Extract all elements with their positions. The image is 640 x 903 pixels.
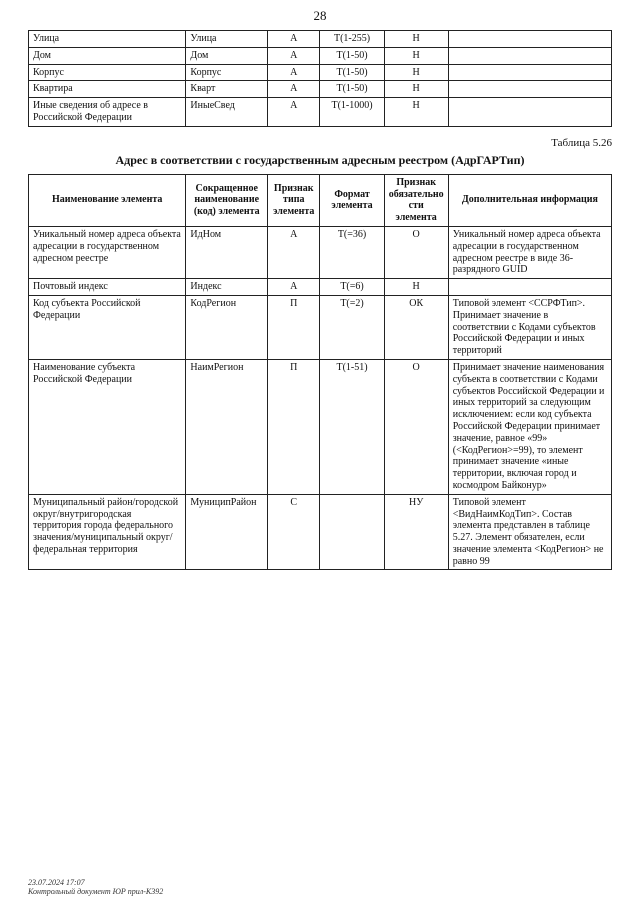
cell-info: Уникальный номер адреса объекта адресации в государственном адресном реестре в виде 36-разрядного GUID (448, 226, 611, 278)
cell-code: Индекс (186, 279, 268, 296)
cell-format: T(1-51) (320, 359, 384, 494)
cell-req: О (384, 226, 448, 278)
cell-code: НаимРегион (186, 359, 268, 494)
cell-name: Почтовый индекс (29, 279, 186, 296)
cell-info (448, 31, 611, 48)
cell-name: Корпус (29, 64, 186, 81)
cell-type: П (268, 359, 320, 494)
cell-name: Иные сведения об адресе в Российской Федерации (29, 98, 186, 127)
header-req: Признак обязательности элемента (384, 174, 448, 226)
cell-code: КодРегион (186, 295, 268, 359)
table-row (29, 226, 612, 278)
cell-name: Уникальный номер адреса объекта адресации в государственном адресном реестре (29, 226, 186, 278)
header-info: Дополнительная информация (448, 174, 611, 226)
header-code: Сокращенное наименование (код) элемента (186, 174, 268, 226)
cell-req: Н (384, 31, 448, 48)
cell-info (448, 64, 611, 81)
table-row (29, 31, 612, 48)
cell-info (448, 279, 611, 296)
footer-stamp-text: Контрольный документ ЮР прил-К392 (28, 887, 164, 897)
cell-code: Кварт (186, 81, 268, 98)
table-row (29, 98, 612, 127)
cell-format: T(=36) (320, 226, 384, 278)
table-title: Адрес в соответствии с государственным адресным реестром (АдрГАРТип) (115, 152, 525, 167)
cell-req: Н (384, 47, 448, 64)
cell-info (448, 47, 611, 64)
cell-format: T(1-255) (320, 31, 384, 48)
page-number: 28 (313, 8, 327, 23)
cell-type: С (268, 494, 320, 570)
cell-format: T(1-50) (320, 47, 384, 64)
cell-code: Корпус (186, 64, 268, 81)
cell-info: Типовой элемент <ВидНаимКодТип>. Состав элемента представлен в таблице 5.27. Элемент обязателен, если значение элемента <КодРегион> не равно 99 (448, 494, 611, 570)
cell-req: ОК (384, 295, 448, 359)
cell-info (448, 98, 611, 127)
table-row (29, 47, 612, 64)
table-row (29, 295, 612, 359)
table-row (29, 494, 612, 570)
cell-type: А (268, 226, 320, 278)
cell-name: Дом (29, 47, 186, 64)
table-row (29, 64, 612, 81)
cell-req: НУ (384, 494, 448, 570)
cell-code: Дом (186, 47, 268, 64)
cell-req: Н (384, 98, 448, 127)
content-block (28, 30, 612, 570)
table-row (29, 359, 612, 494)
cell-format: T(1-1000) (320, 98, 384, 127)
cell-name: Квартира (29, 81, 186, 98)
cell-format: T(1-50) (320, 64, 384, 81)
cell-name: Наименование субъекта Российской Федерации (29, 359, 186, 494)
footer-stamp (28, 878, 163, 897)
cell-type: А (268, 98, 320, 127)
cell-type: А (268, 31, 320, 48)
table-row (29, 279, 612, 296)
cell-code: ИныеСвед (186, 98, 268, 127)
address-table (28, 174, 612, 571)
table-number: Таблица 5.26 (551, 136, 612, 149)
cell-req: О (384, 359, 448, 494)
footer-date: 23.07.2024 17:07 (28, 877, 85, 887)
cell-type: А (268, 47, 320, 64)
header-name: Наименование элемента (29, 174, 186, 226)
cell-req: Н (384, 81, 448, 98)
cell-req: Н (384, 279, 448, 296)
cell-type: П (268, 295, 320, 359)
cell-code: ИдНом (186, 226, 268, 278)
cell-format: T(=2) (320, 295, 384, 359)
cell-code: МуниципРайон (186, 494, 268, 570)
cell-info (448, 81, 611, 98)
cell-format: T(=6) (320, 279, 384, 296)
cell-info: Принимает значение наименования субъекта в соответствии с Кодами субъектов Российской Федерации и иных территорий за следующим исключением: если код субъекта Российской Федерации принимает значение, равное «99» (<КодРегион>=99), то элемент принимает значение «иные территории, включая город и космодром Байконур» (448, 359, 611, 494)
header-type: Признак типа элемента (268, 174, 320, 226)
cell-name: Улица (29, 31, 186, 48)
cell-format (320, 494, 384, 570)
cell-req: Н (384, 64, 448, 81)
cell-name: Код субъекта Российской Федерации (29, 295, 186, 359)
cell-info: Типовой элемент <ССРФТип>. Принимает значение в соответствии с Кодами субъектов Российской Федерации и иных территорий (448, 295, 611, 359)
table-header-row (29, 174, 612, 226)
table-row (29, 81, 612, 98)
header-format: Формат элемента (320, 174, 384, 226)
cell-type: А (268, 81, 320, 98)
cell-name: Муниципальный район/городской округ/внутригородская территория города федерального значения/муниципальный округ/федеральная территория (29, 494, 186, 570)
prev-table (28, 30, 612, 127)
cell-code: Улица (186, 31, 268, 48)
cell-type: А (268, 279, 320, 296)
cell-type: А (268, 64, 320, 81)
cell-format: T(1-50) (320, 81, 384, 98)
